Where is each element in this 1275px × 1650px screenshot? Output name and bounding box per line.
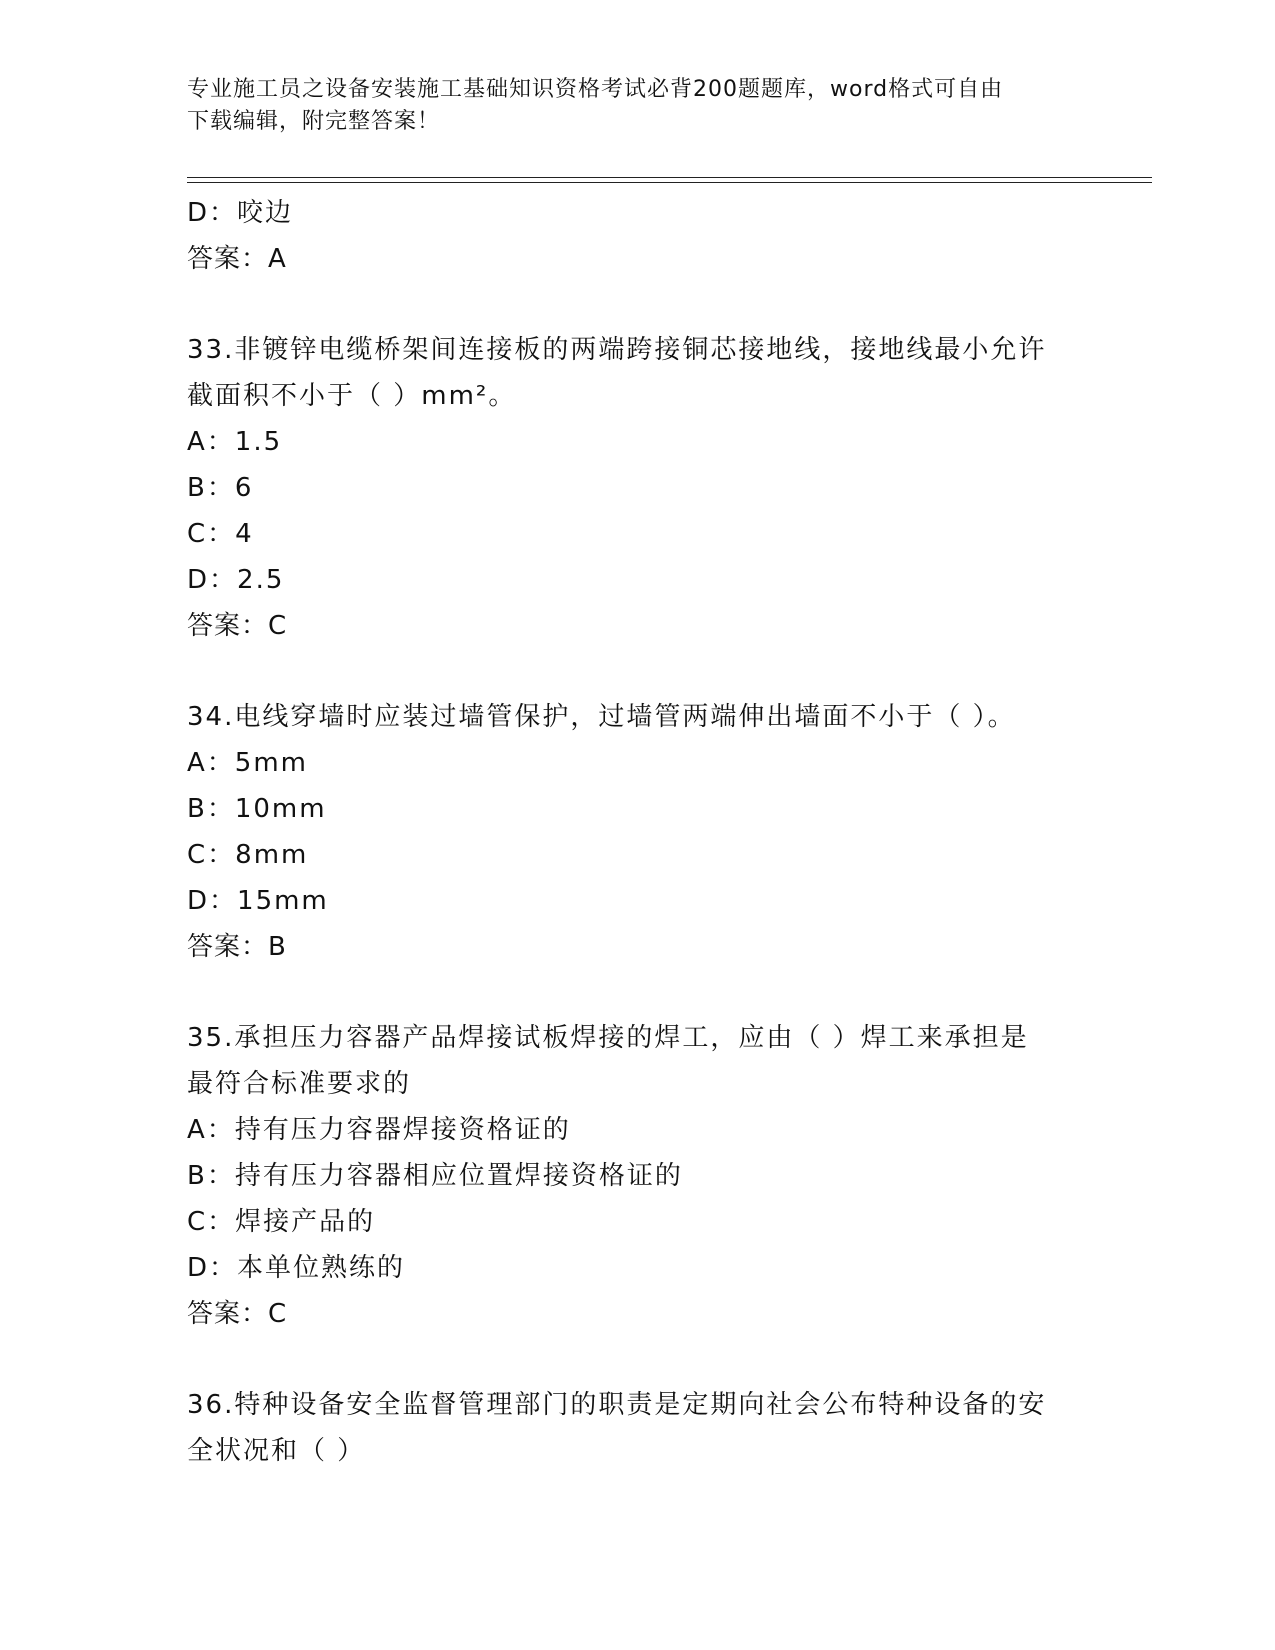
answer: 答案：C — [187, 611, 288, 641]
question-list — [187, 190, 1087, 1474]
question-stem: 35.承担压力容器产品焊接试板焊接的焊工，应由（ ）焊工来承担是 — [187, 1023, 1029, 1053]
previous-answer: 答案：A — [187, 244, 287, 274]
answer: 答案：B — [187, 932, 287, 962]
option-b: B：10mm — [187, 794, 327, 824]
previous-option-d: D：咬边 — [187, 198, 294, 228]
question-stem-continued: 最符合标准要求的 — [187, 1069, 412, 1099]
question-stem-continued: 截面积不小于（ ）mm²。 — [187, 381, 517, 411]
option-b: B：持有压力容器相应位置焊接资格证的 — [187, 1161, 683, 1191]
answer: 答案：C — [187, 1299, 288, 1329]
option-c: C：焊接产品的 — [187, 1207, 376, 1237]
option-d: D：本单位熟练的 — [187, 1253, 406, 1283]
header-rule-top — [187, 177, 1152, 178]
document-header — [187, 74, 1087, 138]
question-gap — [187, 649, 1087, 694]
question-35 — [187, 1015, 1087, 1337]
header-title-line-1: 专业施工员之设备安装施工基础知识资格考试必背200题题库，word格式可自由 — [187, 77, 1004, 102]
option-c: C：4 — [187, 519, 254, 549]
question-36 — [187, 1382, 1087, 1474]
question-34 — [187, 694, 1087, 970]
option-a: A：1.5 — [187, 427, 283, 457]
option-b: B：6 — [187, 473, 254, 503]
header-title-line-2: 下载编辑，附完整答案！ — [187, 109, 441, 134]
option-d: D：2.5 — [187, 565, 285, 595]
question-gap — [187, 970, 1087, 1015]
question-stem: 34.电线穿墙时应装过墙管保护，过墙管两端伸出墙面不小于（ ）。 — [187, 702, 1016, 732]
option-a: A：持有压力容器焊接资格证的 — [187, 1115, 571, 1145]
header-rule-bottom — [187, 182, 1152, 183]
question-stem: 36.特种设备安全监督管理部门的职责是定期向社会公布特种设备的安 — [187, 1390, 1047, 1420]
option-d: D：15mm — [187, 886, 329, 916]
option-c: C：8mm — [187, 840, 309, 870]
question-gap — [187, 1337, 1087, 1382]
option-a: A：5mm — [187, 748, 308, 778]
question-stem-continued: 全状况和（ ） — [187, 1436, 366, 1466]
question-gap — [187, 282, 1087, 327]
question-stem: 33.非镀锌电缆桥架间连接板的两端跨接铜芯接地线，接地线最小允许 — [187, 335, 1047, 365]
question-33 — [187, 327, 1087, 649]
